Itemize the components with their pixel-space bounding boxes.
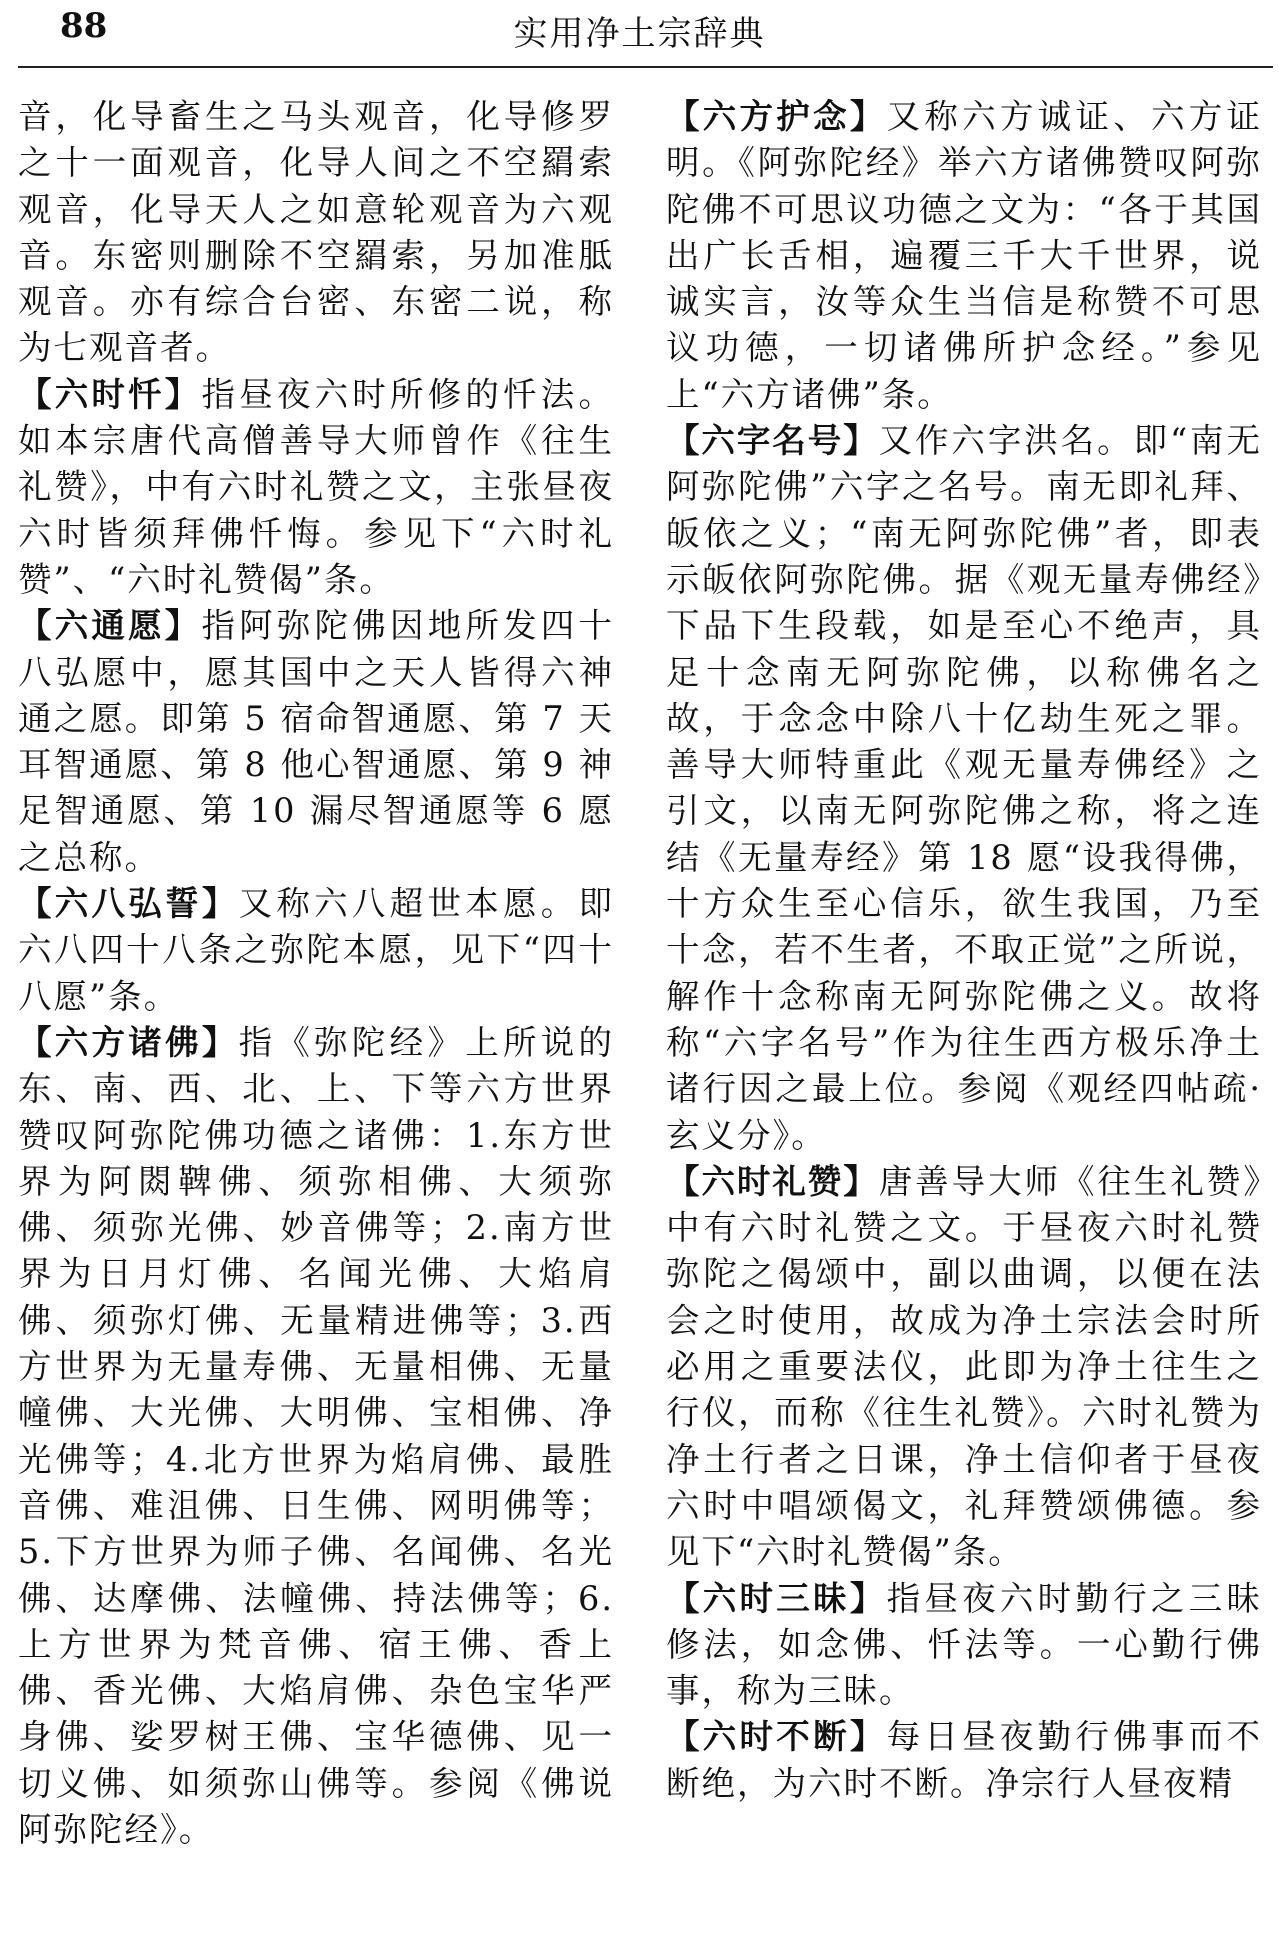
left-column: [18, 94, 614, 1853]
entry-body: 指《弥陀经》上所说的东、南、西、北、上、下等六方世界赞叹阿弥陀佛功德之诸佛：1.东方世界为阿閦鞞佛、须弥相佛、大须弥佛、须弥光佛、妙音佛等；2.南方世界为日月灯佛、名闻光佛、大焰肩佛、须弥灯佛、无量精进佛等；3.西方世界为无量寿佛、无量相佛、无量幢佛、大光佛、大明佛、宝相佛、净光佛等；4.北方世界为焰肩佛、最胜音佛、难沮佛、日生佛、网明佛等；5.下方世界为师子佛、名闻佛、名光佛、达摩佛、法幢佛、持法佛等；6.上方世界为梵音佛、宿王佛、香上佛、香光佛、大焰肩佛、杂色宝华严身佛、娑罗树王佛、宝华德佛、见一切义佛、如须弥山佛等。参阅《佛说阿弥陀经》。: [18, 1022, 615, 1849]
dictionary-entry: [18, 603, 614, 881]
entry-body: 指阿弥陀佛因地所发四十八弘愿中，愿其国中之天人皆得六神通之愿。即第 5 宿命智通愿、第 7 天耳智通愿、第 8 他心智通愿、第 9 神足智通愿、第 10 漏尽智通愿等 6 愿之总称。: [18, 606, 614, 877]
dictionary-entry: [18, 881, 614, 1020]
continued-entry-text: 音，化导畜生之马头观音，化导修罗之十一面观音，化导人间之不空羂索观音，化导天人之如意轮观音为六观音。东密则删除不空羂索，另加准胝观音。亦有综合台密、东密二说，称为七观音者。: [18, 97, 614, 368]
entry-body: 每日昼夜勤行佛事而不断绝，为六时不断。净宗行人昼夜精: [666, 1717, 1263, 1803]
dictionary-entry: [666, 418, 1262, 1159]
right-column: [666, 94, 1262, 1807]
entry-body: 又称六八超世本愿。即六八四十八条之弥陀本愿，见下“四十八愿”条。: [18, 884, 615, 1016]
entry-headword: 【六方诸佛】: [18, 1022, 239, 1062]
dictionary-entry: [18, 372, 614, 603]
entry-headword: 【六通愿】: [18, 606, 202, 646]
entry-body: 指昼夜六时所修的忏法。如本宗唐代高僧善导大师曾作《往生礼赞》，中有六时礼赞之文，主张昼夜六时皆须拜佛忏悔。参见下“六时礼赞”、“六时礼赞偈”条。: [18, 374, 614, 599]
dictionary-entry: [666, 1576, 1262, 1715]
dictionary-entry: [18, 1020, 614, 1853]
page-header: [0, 0, 1279, 72]
dictionary-entry: [666, 1714, 1262, 1807]
entry-body: 又称六方诚证、六方证明。《阿弥陀经》举六方诸佛赞叹阿弥陀佛不可思议功德之文为：“各于其国出广长舌相，遍覆三千大千世界，说诚实言，汝等众生当信是称赞不可思议功德，一切诸佛所护念经。”参见上“六方诸佛”条。: [666, 97, 1263, 414]
entry-body: 又作六字洪名。即“南无阿弥陀佛”六字之名号。南无即礼拜、皈依之义；“南无阿弥陀佛”者，即表示皈依阿弥陀佛。据《观无量寿佛经》下品下生段载，如是至心不绝声，具足十念南无阿弥陀佛，以称佛名之故，于念念中除八十亿劫生死之罪。善导大师特重此《观无量寿佛经》之引文，以南无阿弥陀佛之称，将之连结《无量寿经》第 18 愿“设我得佛，十方众生至心信乐，欲生我国，乃至十念，若不生者，不取正觉”之所说，解作十念称南无阿弥陀佛之义。故将称“六字名号”作为往生西方极乐净土诸行因之最上位。参阅《观经四帖疏·玄义分》。: [666, 421, 1262, 1155]
dictionary-entry: [666, 94, 1262, 418]
entry-headword: 【六八弘誓】: [18, 884, 239, 924]
dictionary-entry: [666, 1159, 1262, 1576]
entry-headword: 【六时忏】: [18, 374, 202, 414]
entry-headword: 【六时三昧】: [666, 1578, 887, 1618]
entry-headword: 【六时礼赞】: [666, 1161, 879, 1201]
page-number: 88: [60, 6, 108, 46]
entry-headword: 【六方护念】: [666, 97, 887, 136]
entry-body: 指昼夜六时勤行之三昧修法，如念佛、忏法等。一心勤行佛事，称为三昧。: [666, 1578, 1263, 1711]
running-title: 实用净土宗辞典: [513, 14, 766, 54]
entry-headword: 【六时不断】: [666, 1717, 887, 1757]
entry-headword: 【六字名号】: [666, 421, 879, 461]
header-rule: [18, 66, 1273, 68]
entry-body: 唐善导大师《往生礼赞》中有六时礼赞之文。于昼夜六时礼赞弥陀之偈颂中，副以曲调，以便在法会之时使用，故成为净土宗法会时所必用之重要法仪，此即为净土往生之行仪，而称《往生礼赞》。六时礼赞为净土行者之日课，净土信仰者于昼夜六时中唱颂偈文，礼拜赞颂佛德。参见下“六时礼赞偈”条。: [666, 1161, 1262, 1572]
